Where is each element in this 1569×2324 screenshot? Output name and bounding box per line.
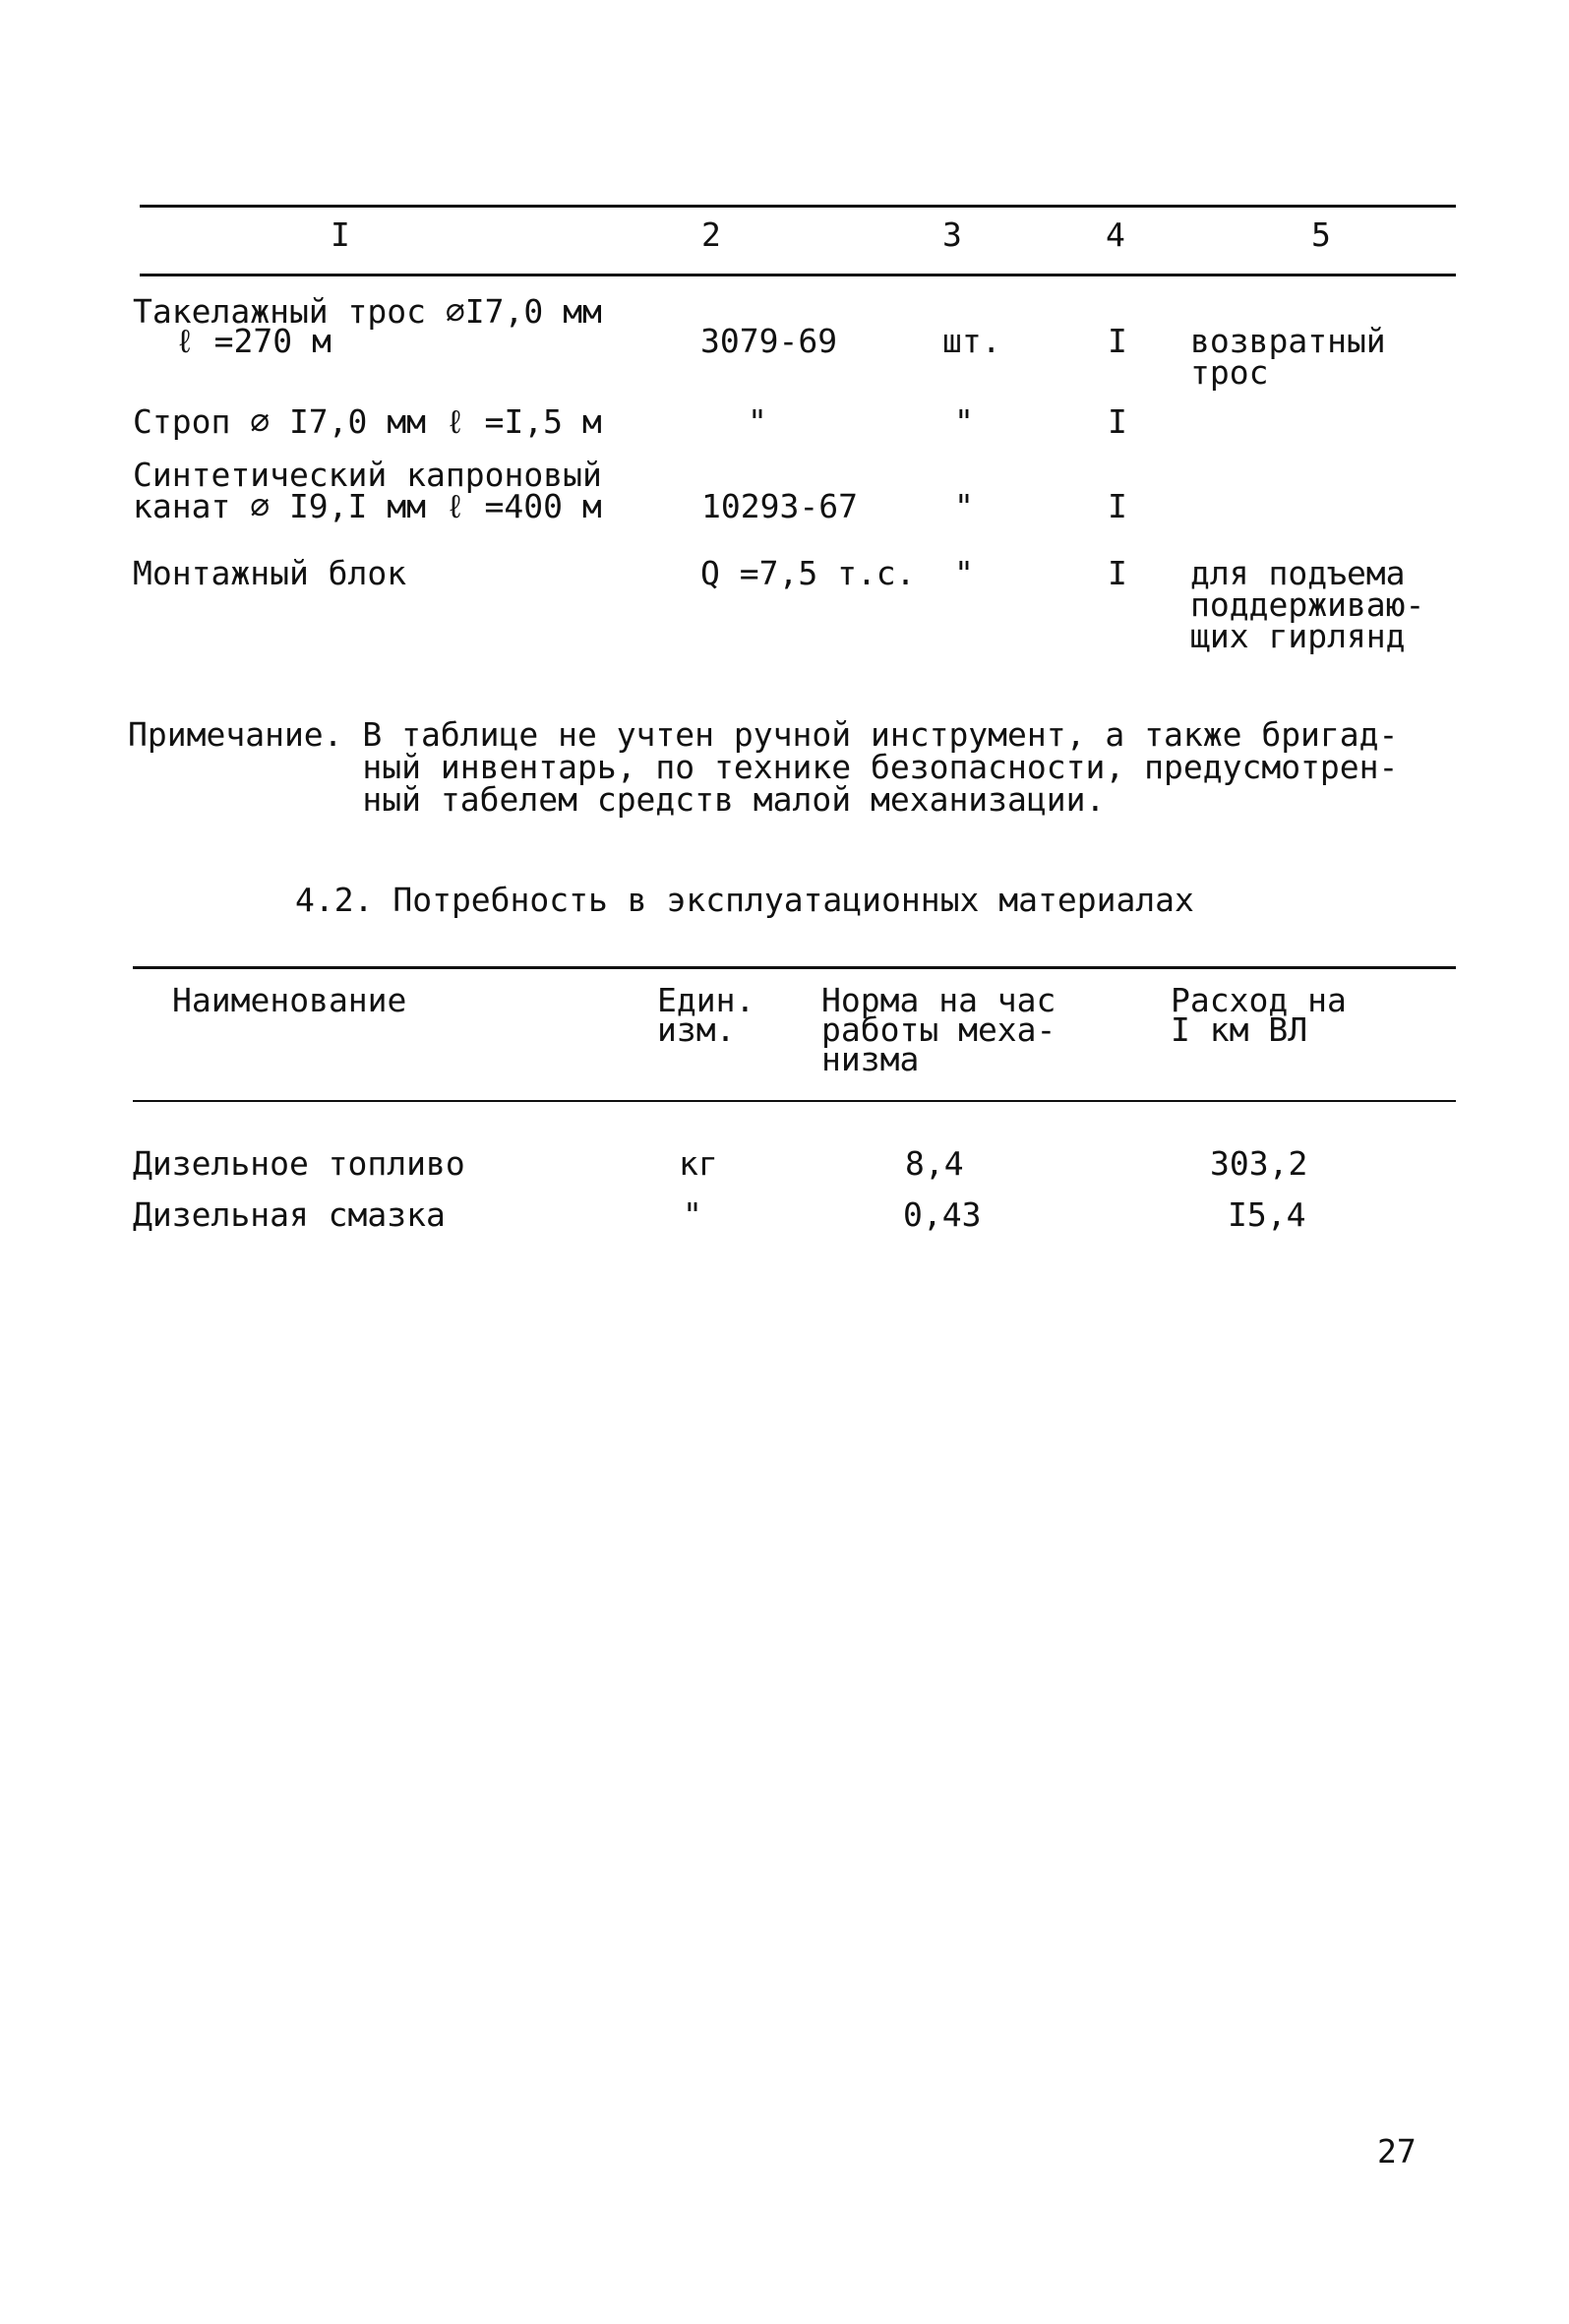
table1-header-col2: 2	[701, 215, 721, 254]
row1-unit: шт.	[942, 322, 1001, 360]
note-line2: ный инвентарь, по технике безопасности, предусмотрен-	[128, 748, 1399, 786]
table1-header-col4: 4	[1106, 215, 1125, 254]
row4-qty: I	[1108, 554, 1127, 592]
row1-doc: 3079-69	[700, 322, 838, 360]
row1-name-line2: ℓ =270 м	[175, 322, 332, 360]
row3-doc: 10293-67	[701, 487, 858, 525]
t2-header-cons-line2: I км ВЛ	[1171, 1010, 1308, 1049]
t2-header-name: Наименование	[172, 981, 407, 1019]
t2-row1-cons: 303,2	[1210, 1144, 1308, 1183]
t2-header-cons-line1: Расход на	[1171, 981, 1347, 1019]
row4-name: Монтажный блок	[133, 554, 407, 592]
note-line3: ный табелем средств малой механизации.	[128, 780, 1106, 819]
row3-unit: "	[954, 487, 974, 525]
table1-top-rule	[140, 205, 1456, 208]
row4-doc: Q =7,5 т.с.	[700, 554, 916, 592]
t2-row2-name: Дизельная смазка	[133, 1195, 446, 1234]
row1-name-line1: Такелажный трос ∅I7,0 мм	[133, 292, 602, 331]
t2-row1-norm: 8,4	[905, 1144, 964, 1183]
table-note	[128, 715, 1446, 819]
row3-name-line2: канат ∅ I9,I мм ℓ =400 м	[133, 487, 602, 525]
row4-note-line2: поддерживаю-	[1190, 585, 1425, 624]
row4-note-line3: щих гирлянд	[1190, 617, 1406, 655]
row3-name-line1: Синтетический капроновый	[133, 456, 602, 494]
row1-note-line1: возвратный	[1190, 322, 1386, 360]
row2-unit: "	[954, 402, 974, 441]
t2-row1-unit: кг	[679, 1144, 718, 1183]
table1-header-rule	[140, 274, 1456, 276]
row2-name: Строп ∅ I7,0 мм ℓ =I,5 м	[133, 402, 602, 441]
page-number: 27	[1377, 2132, 1417, 2171]
t2-header-unit-line2: изм.	[657, 1010, 736, 1049]
table1-header-col3: 3	[942, 215, 962, 254]
t2-header-norm-line1: Норма на час	[821, 981, 1056, 1019]
note-line1: Примечание. В таблице не учтен ручной инструмент, а также бригад-	[128, 715, 1399, 754]
row2-doc: "	[748, 402, 767, 441]
t2-row2-unit: "	[683, 1195, 702, 1234]
t2-header-norm-line2: работы меха-	[821, 1010, 1056, 1049]
row4-unit: "	[954, 554, 974, 592]
table1-header-col1: I	[331, 215, 350, 254]
t2-header-norm-line3: низма	[821, 1040, 920, 1078]
row2-qty: I	[1108, 402, 1127, 441]
table2-header-rule	[133, 1100, 1456, 1102]
row3-qty: I	[1108, 487, 1127, 525]
row1-qty: I	[1108, 322, 1127, 360]
t2-row2-cons: I5,4	[1228, 1195, 1306, 1234]
section-title: 4.2. Потребность в эксплуатационных материалах	[295, 881, 1194, 919]
t2-header-unit-line1: Един.	[657, 981, 755, 1019]
row4-note-line1: для подъема	[1190, 554, 1406, 592]
table1-header-col5: 5	[1311, 215, 1331, 254]
row1-note-line2: трос	[1190, 353, 1269, 392]
t2-row2-norm: 0,43	[903, 1195, 982, 1234]
t2-row1-name: Дизельное топливо	[133, 1144, 465, 1183]
table2-top-rule	[133, 966, 1456, 969]
